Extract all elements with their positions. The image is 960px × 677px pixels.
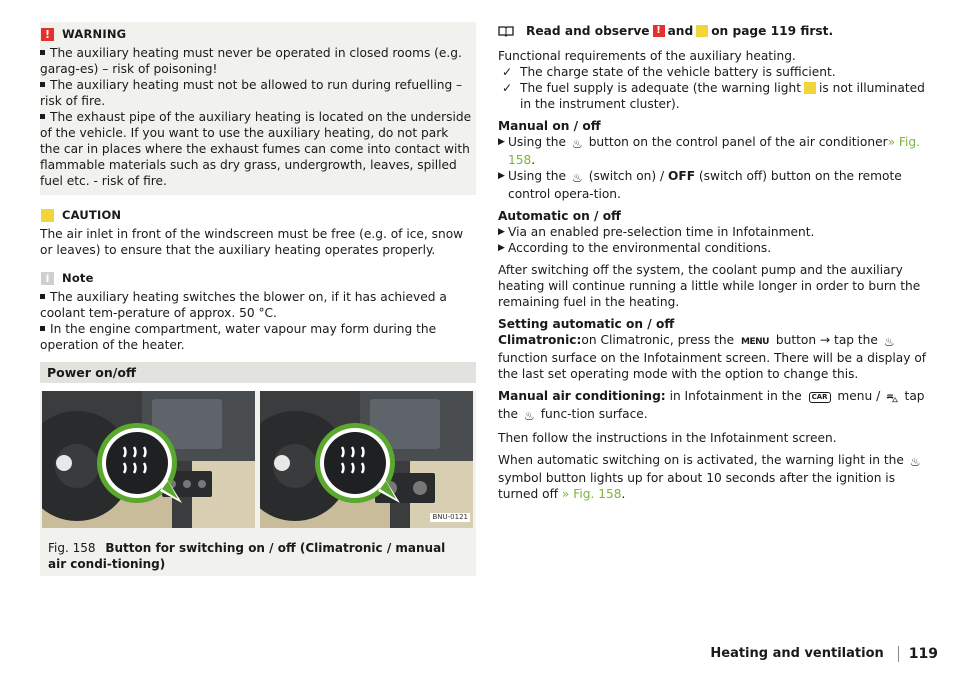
manual-heading: Manual on / off: [498, 119, 601, 133]
functional-intro: Functional requirements of the auxiliary heating.: [498, 49, 796, 63]
menu-button-icon: MENU: [741, 337, 769, 347]
arrow-icon: ▶: [498, 137, 505, 147]
warning-light-icon: [804, 82, 816, 94]
bullet-icon: [40, 114, 45, 119]
note-item: The auxiliary heating switches the blower on, if it has achieved a coolant tem-perature of approx. 50 °C.: [40, 290, 447, 320]
warning-box: [40, 22, 476, 195]
section-title: Power on/off: [40, 362, 476, 383]
footer-section: Heating and ventilation: [710, 646, 884, 661]
warning-icon: !: [653, 25, 665, 37]
note-title: Note: [62, 271, 94, 285]
note-box: [40, 269, 476, 353]
aux-heating-icon: ♨: [909, 455, 921, 469]
off-label: OFF: [668, 169, 696, 183]
caution-header: [40, 206, 476, 224]
warning-item: The exhaust pipe of the auxiliary heating is located on the underside of the vehicle. If you want to use the auxiliary heating, do not park the car in places where the exhaust fumes can come into contact with flammable materials such as dry grass, undergrowth, leaves, spilled fuel etc. - risk of fire.: [40, 110, 472, 188]
note-item: In the engine compartment, water vapour may form during the operation of the heater.: [40, 322, 437, 352]
automatic-item: ▶ Via an enabled pre-selection time in Infotainment.: [498, 225, 815, 239]
book-icon: [498, 25, 514, 37]
read-observe-line: Read and observe ! and on page 119 first.: [498, 22, 938, 40]
follow-text: Then follow the instructions in the Infotainment screen.: [498, 431, 837, 445]
manual-step: ▶ Using the ♨ button on the control panel of the air conditioner» Fig. 158.: [498, 135, 921, 167]
arrow-icon: ▶: [498, 243, 505, 253]
figure-caption: [40, 531, 476, 572]
caution-icon: [41, 209, 54, 222]
requirement-item: ✓ The fuel supply is adequate (the warning light is not illuminated in the instrument cluster).: [498, 80, 938, 112]
right-column: [498, 22, 938, 502]
automatic-item: ▶ According to the environmental conditions.: [498, 241, 772, 255]
bullet-icon: [40, 82, 45, 87]
arrow-right-icon: →: [819, 333, 831, 347]
manual-ac-instructions: Manual air conditioning: in Infotainment in the CAR menu / ⛍ tap the ♨ func-tion surface.: [498, 389, 925, 423]
warning-item: The auxiliary heating must not be allowed to run during refuelling – risk of fire.: [40, 78, 463, 108]
after-off-text: After switching off the system, the coolant pump and the auxiliary heating will continue running a little while longer in order to burn the remaining fuel in the heating.: [498, 263, 921, 309]
manual-ac-photo: [260, 391, 473, 528]
figure-caption-text: Button for switching on / off (Climatronic / manual air condi-tioning): [48, 541, 446, 571]
warning-icon: !: [41, 28, 54, 41]
bullet-icon: [40, 294, 45, 299]
arrow-icon: ▶: [498, 227, 505, 237]
climatronic-photo: [42, 391, 255, 528]
figure-158: [40, 391, 476, 576]
warning-item: The auxiliary heating must never be operated in closed rooms (e.g. garag-es) – risk of poisoning!: [40, 46, 462, 76]
check-icon: ✓: [502, 65, 513, 79]
aux-heating-icon: ♨: [523, 409, 535, 423]
fig-link[interactable]: » Fig. 158: [561, 487, 622, 501]
requirement-item: ✓ The charge state of the vehicle battery is sufficient.: [498, 64, 938, 80]
aux-heating-icon: ♨: [571, 171, 583, 185]
bullet-icon: [40, 50, 45, 55]
warning-header: [40, 25, 472, 43]
car-menu-icon: CAR: [809, 392, 831, 403]
figure-label: Fig. 158: [48, 541, 96, 555]
caution-icon: [696, 25, 708, 37]
fig-link[interactable]: » Fig. 158: [508, 135, 921, 167]
when-auto-text: When automatic switching on is activated, the warning light in the ♨ symbol button lights up for about 10 seconds after the ignition is turned off » Fig. 158.: [498, 453, 921, 501]
check-icon: ✓: [502, 81, 513, 95]
left-column: [40, 22, 476, 576]
manual-step: ▶ Using the ♨ (switch on) / OFF (switch off) button on the remote control opera-tion.: [498, 169, 902, 201]
aux-heating-icon: ♨: [883, 335, 895, 349]
footer-divider: [898, 646, 899, 662]
note-icon: i: [41, 272, 54, 285]
figure-photos: [40, 391, 476, 531]
page-footer: [710, 646, 938, 662]
page-number: 119: [908, 646, 938, 662]
climatronic-instructions: Climatronic:on Climatronic, press the MENU button → tap the ♨ function surface on the Infotainment screen. There will be a display of the last set operating mode with the option to change this.: [498, 333, 927, 381]
figure-code: BNU-0121: [432, 513, 468, 521]
caution-box: [40, 206, 476, 258]
arrow-icon: ▶: [498, 171, 505, 181]
aux-heating-icon: ♨: [571, 137, 583, 151]
caution-text: The air inlet in front of the windscreen must be free (e.g. of ice, snow or leaves) to ensure that the auxiliary heating operates properly.: [40, 227, 464, 257]
automatic-heading: Automatic on / off: [498, 209, 621, 223]
bullet-icon: [40, 326, 45, 331]
caution-title: CAUTION: [62, 208, 122, 222]
warning-title: WARNING: [62, 27, 127, 41]
note-header: [40, 269, 476, 287]
setting-heading: Setting automatic on / off: [498, 317, 675, 331]
vehicle-icon: ⛍: [886, 391, 899, 405]
